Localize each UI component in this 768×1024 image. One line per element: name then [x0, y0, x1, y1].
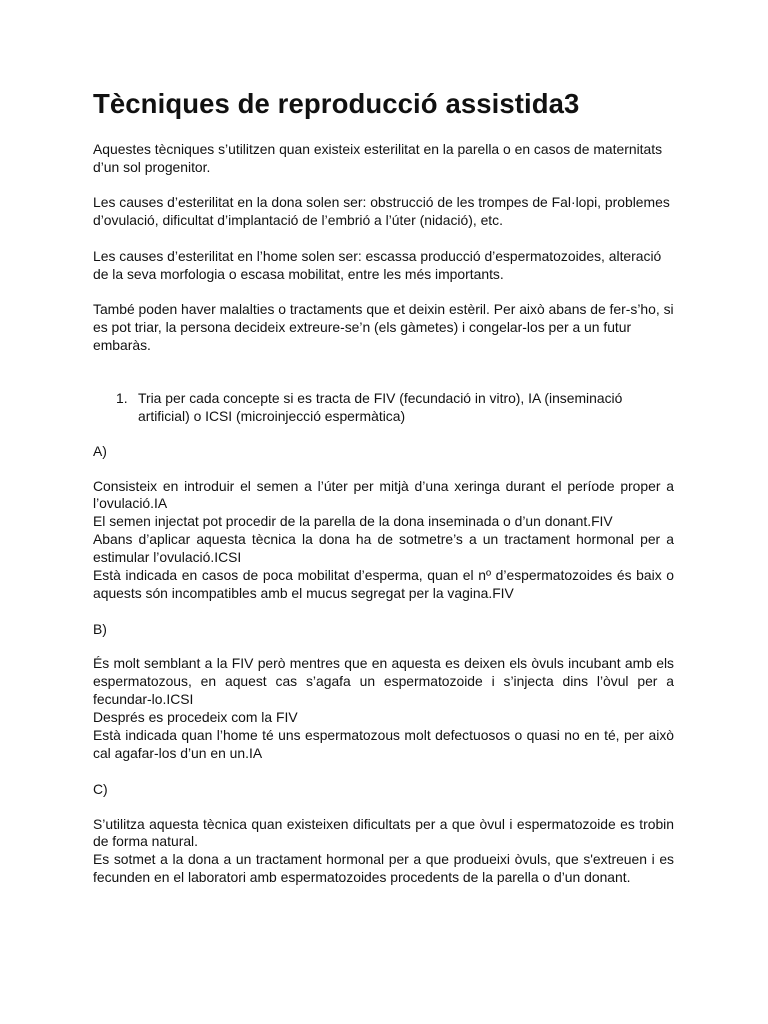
question-item [93, 389, 674, 425]
section-c-label: C) [93, 780, 108, 797]
document-content [93, 86, 674, 887]
section-a-line: Està indicada en casos de poca mobilitat d’esperma, quan el nº d’espermatozoides és baix o aquests són incompatibles amb el mucus segregat per la vagina.FIV [93, 567, 674, 601]
section-c-body [93, 816, 674, 888]
section-a-line: Abans d’aplicar aquesta tècnica la dona ha de sotmetre’s a un tractament hormonal per a estimular l’ovulació.ICSI [93, 531, 674, 566]
section-a-line: Consisteix en introduir el semen a l’úter per mitjà d’una xeringa durant el període proper a l’ovulació.IA [93, 477, 674, 512]
female-causes-paragraph: Les causes d’esterilitat en la dona solen ser: obstrucció de les trompes de Fal·lopi, problemes d’ovulació, dificultat d’implantació de l’embrió a l’úter (nidació), etc. [93, 194, 670, 229]
section-b-line: És molt semblant a la FIV però mentres que en aquesta es deixen els òvuls incubant amb els espermatozous, en aquest cas s’agafa un espermatozoide i s’injecta dins l’òvul per a fecundar-lo.ICSI [93, 655, 674, 708]
section-a-body [93, 478, 674, 603]
section-a-label: A) [93, 442, 107, 459]
section-b-label: B) [93, 620, 107, 637]
section-c-line: S’utilitza aquesta tècnica quan existeixen dificultats per a que òvul i espermatozoide es trobin de forma natural. [93, 815, 674, 850]
question-number: 1. [116, 389, 128, 406]
question-text: Tria per cada concepte si es tracta de FIV (fecundació in vitro), IA (inseminació artificial) o ICSI (microinjecció espermàtica) [138, 389, 623, 424]
section-b-line: Està indicada quan l’home té uns espermatozous molt defectuosos o quasi no en té, per això cal agafar-los d’un en un.IA [93, 727, 674, 761]
section-a-line: El semen injectat pot procedir de la parella de la dona inseminada o d’un donant.FIV [93, 513, 613, 530]
illness-paragraph: També poden haver malalties o tractaments que et deixin estèril. Per això abans de fer-s’ho, si es pot triar, la persona decideix extreure-se’n (els gàmetes) i congelar-los per a un futur embaràs. [93, 301, 674, 354]
document-title: Tècniques de reproducció assistida3 [93, 88, 580, 119]
section-b-body [93, 655, 674, 762]
intro-paragraph: Aquestes tècniques s’utilitzen quan existeix esterilitat en la parella o en casos de maternitats d’un sol progenitor. [93, 141, 663, 175]
male-causes-paragraph: Les causes d’esterilitat en l’home solen ser: escassa producció d’espermatozoides, alteració de la seva morfologia o escasa mobilitat, entre les més importants. [93, 247, 662, 282]
question-list [93, 389, 674, 425]
section-c-line: Es sotmet a la dona a un tractament hormonal per a que produeixi òvuls, que s'extreuen i es fecunden en el laboratori amb espermatozoides procedents de la parella o d’un donant. [93, 851, 674, 886]
section-b-line: Després es procedeix com la FIV [93, 709, 298, 726]
